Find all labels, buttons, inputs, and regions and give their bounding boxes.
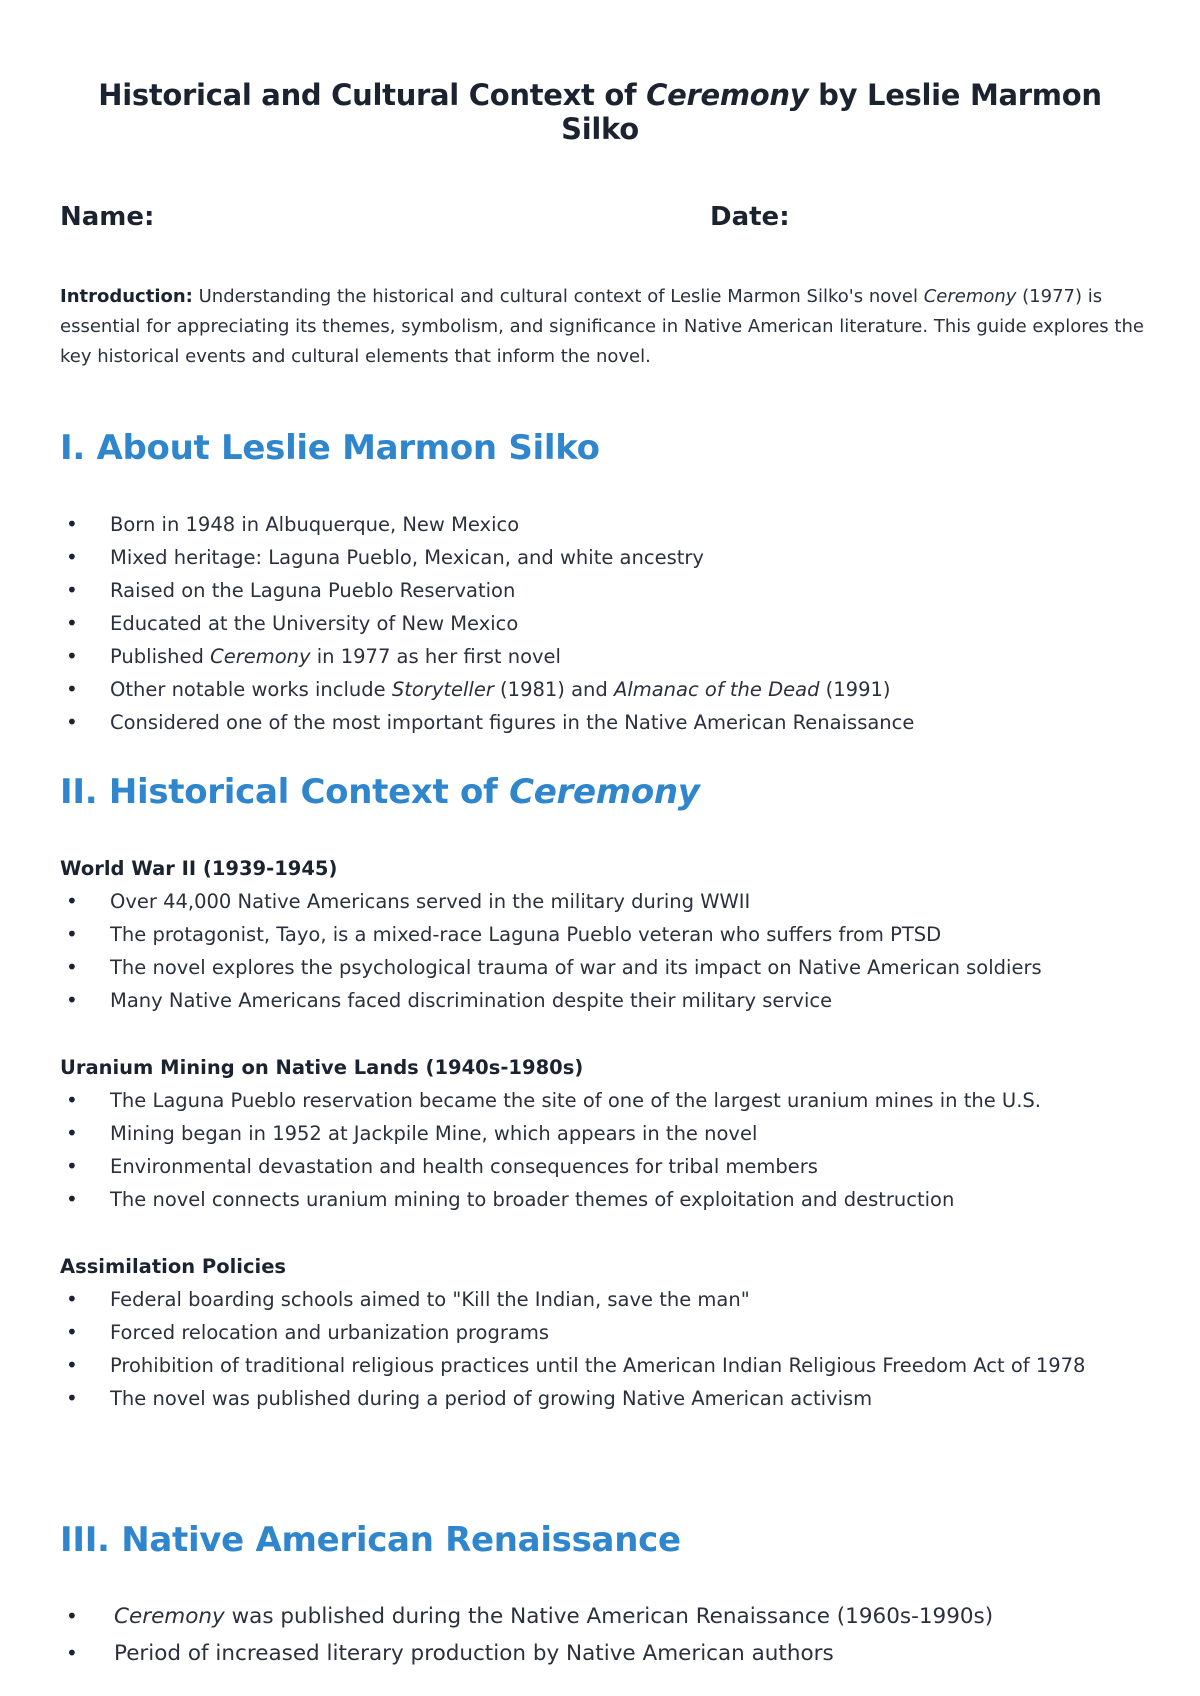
section-heading-native-american-renaissance: III. Native American Renaissance xyxy=(60,1520,681,1560)
date-label: Date: xyxy=(710,202,790,232)
introduction-text-1: Understanding the historical and cultural context of Leslie Marmon Silko's novel xyxy=(192,286,924,307)
name-label: Name: xyxy=(60,202,155,232)
list-item: • Over 44,000 Native Americans served in the military during WWII xyxy=(60,885,1140,918)
list-item: • Raised on the Laguna Pueblo Reservation xyxy=(60,574,1140,607)
list-item: • Many Native Americans faced discrimination despite their military service xyxy=(60,984,1140,1017)
document-title xyxy=(60,78,1140,146)
heading-book-name: Ceremony xyxy=(509,772,700,812)
list-item: • Considered one of the most important figures in the Native American Renaissance xyxy=(60,706,1140,739)
wwii-list xyxy=(60,885,1140,1017)
list-item xyxy=(60,673,1140,706)
title-book-name: Ceremony xyxy=(646,78,809,112)
assimilation-list xyxy=(60,1283,1140,1415)
list-item: • Forced relocation and urbanization programs xyxy=(60,1316,1140,1349)
item-book-name: Ceremony xyxy=(210,645,311,668)
item-book-name: Almanac of the Dead xyxy=(613,678,820,701)
heading-text: II. Historical Context of xyxy=(60,772,510,812)
subheading-wwii: World War II (1939-1945) xyxy=(60,857,338,880)
list-item: • The novel connects uranium mining to broader themes of exploitation and destruction xyxy=(60,1183,1140,1216)
introduction-text-2: (1977) is essential for appreciating its themes, symbolism, and significance in Native American literature. This guide explores the key historical events and cultural elements that inform the novel. xyxy=(60,286,1144,367)
list-item: • Mixed heritage: Laguna Pueblo, Mexican, and white ancestry xyxy=(60,541,1140,574)
list-item: • Born in 1948 in Albuquerque, New Mexico xyxy=(60,508,1140,541)
section-heading-about-silko: I. About Leslie Marmon Silko xyxy=(60,428,600,468)
title-prefix: Historical and Cultural Context of xyxy=(98,78,647,112)
list-item xyxy=(60,640,1140,673)
list-item: • The protagonist, Tayo, is a mixed-race Laguna Pueblo veteran who suffers from PTSD xyxy=(60,918,1140,951)
item-text: in 1977 as her first novel xyxy=(310,645,561,668)
list-item: • The novel was published during a period of growing Native American activism xyxy=(60,1382,1140,1415)
item-text: (1991) xyxy=(819,678,891,701)
list-item: • Educated at the University of New Mexico xyxy=(60,607,1140,640)
title-suffix: by Leslie Marmon Silko xyxy=(561,78,1102,146)
list-item: • Federal boarding schools aimed to "Kill the Indian, save the man" xyxy=(60,1283,1140,1316)
introduction-label: Introduction: xyxy=(60,286,193,307)
item-book-name: Ceremony xyxy=(114,1604,225,1629)
uranium-list xyxy=(60,1084,1140,1216)
item-text: (1981) and xyxy=(493,678,614,701)
subheading-assimilation: Assimilation Policies xyxy=(60,1255,287,1278)
subheading-uranium-mining: Uranium Mining on Native Lands (1940s-1980s) xyxy=(60,1056,584,1079)
list-item: • Period of increased literary production by Native American authors xyxy=(60,1635,1140,1672)
list-item: • The Laguna Pueblo reservation became the site of one of the largest uranium mines in the U.S. xyxy=(60,1084,1140,1117)
renaissance-list xyxy=(60,1598,1140,1672)
list-item: • Environmental devastation and health consequences for tribal members xyxy=(60,1150,1140,1183)
item-text: Other notable works include xyxy=(110,678,392,701)
list-item: • Prohibition of traditional religious practices until the American Indian Religious Freedom Act of 1978 xyxy=(60,1349,1140,1382)
section-heading-historical-context xyxy=(60,772,700,812)
list-item: • Mining began in 1952 at Jackpile Mine, which appears in the novel xyxy=(60,1117,1140,1150)
about-silko-list xyxy=(60,508,1140,739)
list-item: • The novel explores the psychological trauma of war and its impact on Native American soldiers xyxy=(60,951,1140,984)
item-book-name: Storyteller xyxy=(391,678,494,701)
item-text: Published xyxy=(110,645,211,668)
introduction-book-name: Ceremony xyxy=(923,286,1017,307)
name-date-row xyxy=(60,202,1140,242)
list-item xyxy=(60,1598,1140,1635)
introduction-paragraph xyxy=(60,282,1145,372)
item-text: was published during the Native American Renaissance (1960s-1990s) xyxy=(224,1604,994,1629)
